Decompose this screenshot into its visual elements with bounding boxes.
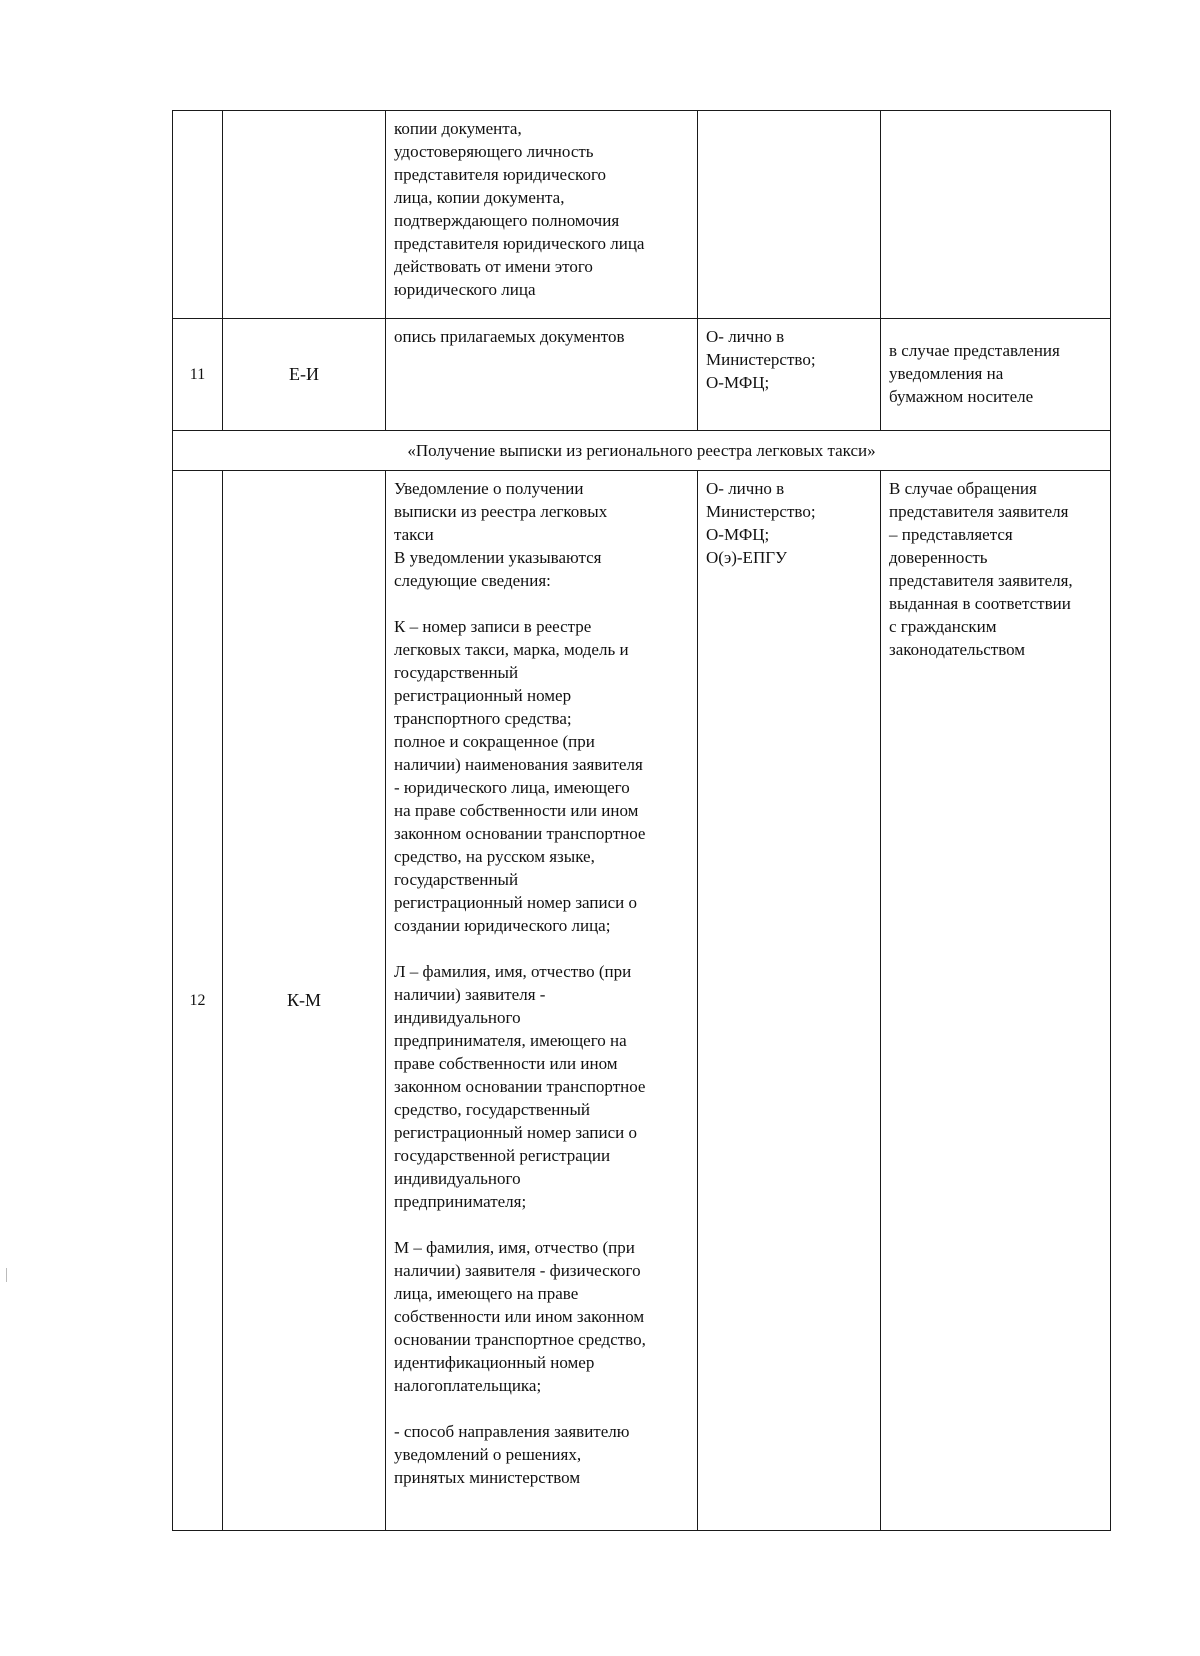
note-text: В случае обращения представителя заявителя – представляется доверенность представителя заявителя, выданная в соответствии с гражданским законодательством bbox=[889, 479, 1073, 659]
document-cell bbox=[386, 111, 698, 319]
method-cell bbox=[698, 319, 881, 431]
method-text: О- лично в Министерство; О-МФЦ; О(э)-ЕПГУ bbox=[706, 479, 816, 567]
row-number: 11 bbox=[189, 366, 206, 383]
row-code-cell bbox=[223, 471, 386, 1531]
row-number: 12 bbox=[189, 992, 206, 1009]
row-code: Е-И bbox=[289, 364, 319, 384]
row-code: К-М bbox=[286, 990, 321, 1010]
note-cell bbox=[881, 111, 1111, 319]
table-row bbox=[173, 319, 1111, 431]
table-row bbox=[173, 111, 1111, 319]
row-number-cell bbox=[173, 111, 223, 319]
document-text: опись прилагаемых документов bbox=[394, 327, 625, 346]
row-code-cell bbox=[223, 111, 386, 319]
note-text: в случае представления уведомления на бумажном носителе bbox=[889, 341, 1060, 406]
note-cell bbox=[881, 319, 1111, 431]
row-code-cell bbox=[223, 319, 386, 431]
document-text: копии документа, удостоверяющего личность представителя юридического лица, копии документа, подтверждающего полномочия представителя юридического лица действовать от имени этого юридического лица bbox=[394, 119, 645, 299]
table-row bbox=[173, 471, 1111, 1531]
method-cell bbox=[698, 471, 881, 1531]
method-text: О- лично в Министерство; О-МФЦ; bbox=[706, 327, 816, 392]
note-cell bbox=[881, 471, 1111, 1531]
document-cell bbox=[386, 471, 698, 1531]
row-number-cell bbox=[173, 471, 223, 1531]
document-cell bbox=[386, 319, 698, 431]
method-cell bbox=[698, 111, 881, 319]
section-row bbox=[173, 431, 1111, 471]
document-text: Уведомление о получении выписки из реестра легковых такси В уведомлении указываются следующие сведения: К – номер записи в реестре легковых такси, марка, модель и государственный регистрационный номер транспортного средства; полное и сокращенное (при наличии) наименования заявителя - юридического лица, имеющего на праве собственности или ином законном основании транспортное средство, на русском языке, государственный регистрационный номер записи о создании юридического лица; Л – фамилия, имя, отчество (при наличии) заявителя - индивидуального предпринимателя, имеющего на праве собственности или ином законном основании транспортное средство, государственный регистрационный номер записи о государственной регистрации индивидуального предпринимателя; М – фамилия, имя, отчество (при наличии) заявителя - физического лица, имеющего на праве собственности или ином законном основании транспортное средство, идентификационный номер налогоплательщика; - способ направления заявителю уведомлений о решениях, принятых министерством bbox=[394, 479, 646, 1487]
row-number-cell bbox=[173, 319, 223, 431]
scan-artifact bbox=[6, 1268, 7, 1282]
document-table bbox=[172, 110, 1111, 1531]
section-title: «Получение выписки из регионального реестра легковых такси» bbox=[173, 431, 1111, 471]
